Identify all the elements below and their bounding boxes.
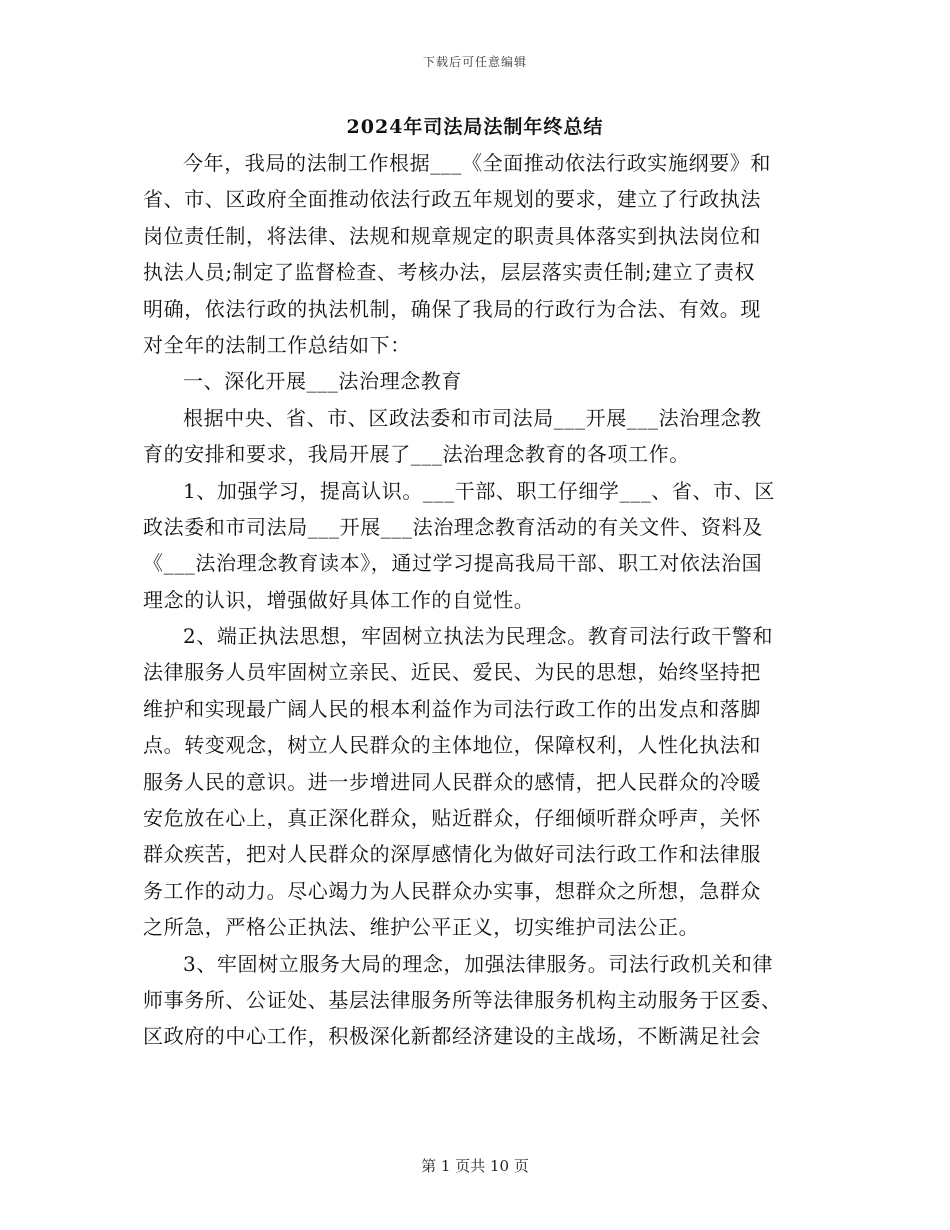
body-line: 今年，我局的法制工作根据___《全面推动依法行政实施纲要》和 [183, 151, 771, 175]
body-line: 点。转变观念，树立人民群众的主体地位，保障权利，人性化执法和 [143, 733, 761, 758]
body-line: 岗位责任制，将法律、法规和规章规定的职责具体落实到执法岗位和 [143, 223, 761, 248]
body-line: 2、端正执法思想，牢固树立执法为民理念。教育司法行政干警和 [183, 624, 774, 649]
body-line: 师事务所、公证处、基层法律服务所等法律服务机构主动服务于区委、 [143, 987, 782, 1012]
document-body [143, 145, 807, 1055]
body-line: 法律服务人员牢固树立亲民、近民、爱民、为民的思想，始终坚持把 [143, 660, 761, 685]
body-line: 群众疾苦，把对人民群众的深厚感情化为做好司法行政工作和法律服 [143, 842, 761, 867]
page-number: 第 1 页共 10 页 [421, 1157, 529, 1175]
body-line: 理念的认识，增强做好具体工作的自觉性。 [143, 587, 535, 612]
body-line: 区政府的中心工作，积极深化新都经济建设的主战场，不断满足社会 [143, 1024, 761, 1049]
body-line: 对全年的法制工作总结如下： [143, 332, 411, 357]
body-line: 之所急，严格公正执法、维护公平正义，切实维护司法公正。 [143, 915, 700, 940]
body-line: 安危放在心上，真正深化群众，贴近群众，仔细倾听群众呼声，关怀 [143, 806, 761, 831]
document-title: 2024年司法局法制年终总结 [346, 116, 604, 138]
body-line: 《___法治理念教育读本》，通过学习提高我局干部、职工对依法治国 [143, 551, 763, 576]
section-heading: 一、深化开展___法治理念教育 [183, 369, 462, 394]
body-line: 3、牢固树立服务大局的理念，加强法律服务。司法行政机关和律 [183, 951, 774, 976]
header-note: 下载后可任意编辑 [422, 55, 527, 69]
body-line: 1、加强学习，提高认识。___干部、职工仔细学___、省、市、区 [183, 478, 775, 503]
body-line: 省、市、区政府全面推动依法行政五年规划的要求，建立了行政执法 [143, 187, 761, 212]
body-line: 服务人民的意识。进一步增进同人民群众的感情，把人民群众的冷暖 [143, 769, 761, 794]
body-line: 执法人员;制定了监督检查、考核办法，层层落实责任制;建立了责权 [143, 260, 756, 285]
body-line: 政法委和市司法局___开展___法治理念教育活动的有关文件、资料及 [143, 514, 763, 539]
body-line: 务工作的动力。尽心竭力为人民群众办实事，想群众之所想，急群众 [143, 878, 761, 903]
body-line: 育的安排和要求，我局开展了___法治理念教育的各项工作。 [143, 442, 690, 467]
body-line: 明确，依法行政的执法机制，确保了我局的行政行为合法、有效。现 [143, 296, 761, 321]
body-line: 维护和实现最广阔人民的根本利益作为司法行政工作的出发点和落脚 [143, 696, 761, 721]
body-line: 根据中央、省、市、区政法委和市司法局___开展___法治理念教 [183, 405, 762, 430]
